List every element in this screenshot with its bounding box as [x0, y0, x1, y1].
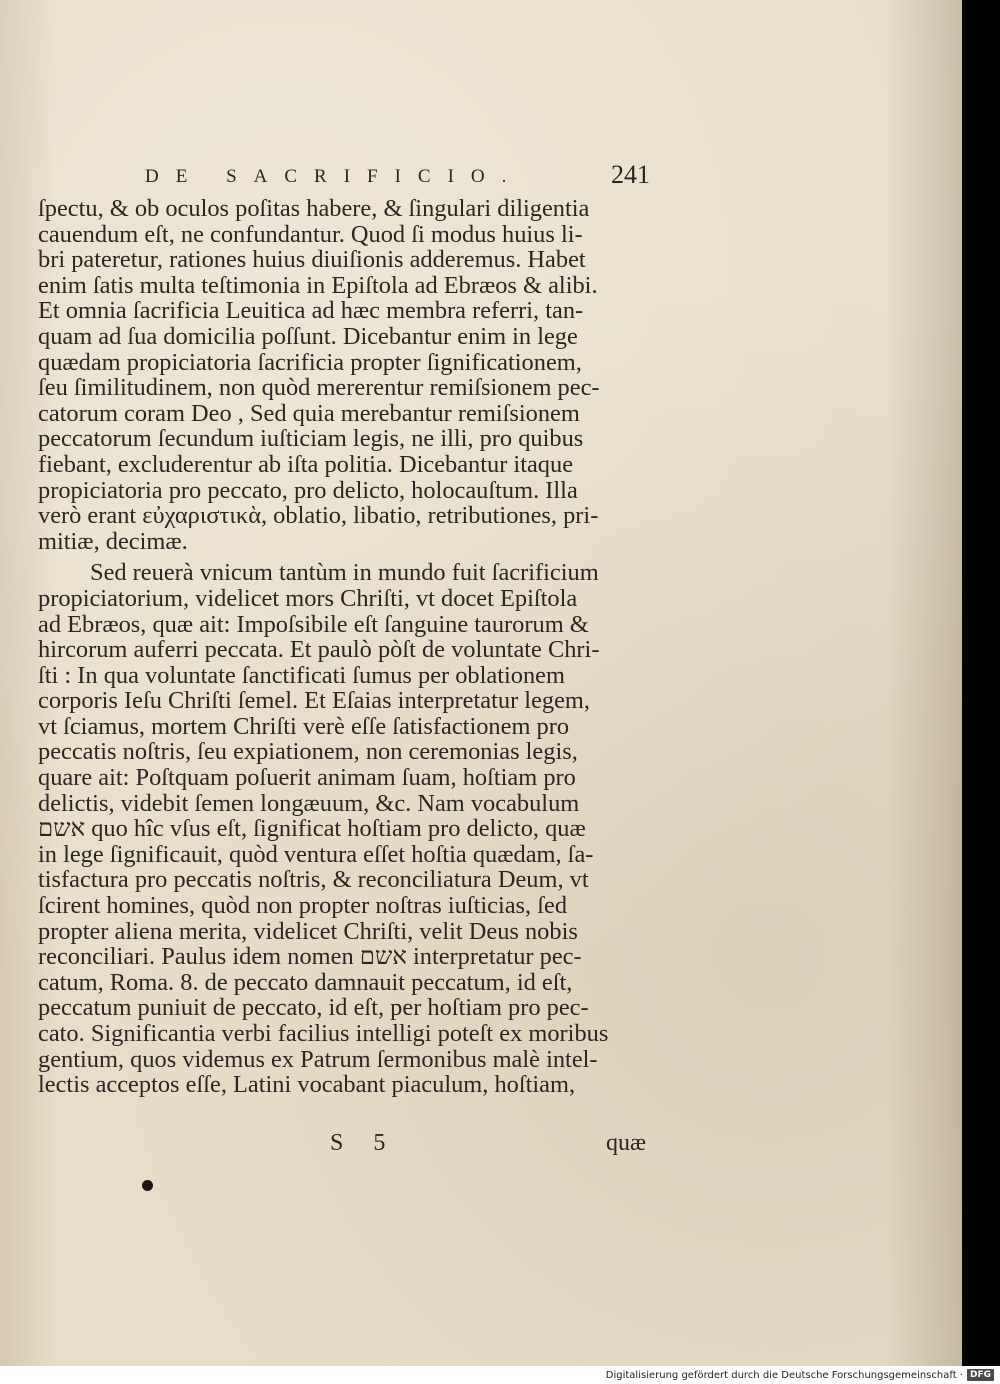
text-line: reconciliari. Paulus idem nomen אשם interpretatur pec- — [38, 943, 582, 971]
text-line: corporis Ieſu Chriſti ſemel. Et Eſaias interpretatur legem, — [38, 687, 590, 715]
text-line: quædam propiciatoria ſacrificia propter ſignificationem, — [38, 348, 582, 376]
text-line: quam ad ſua domicilia poſſunt. Dicebantur enim in lege — [38, 322, 578, 350]
text-line: catum, Roma. 8. de peccato damnauit peccatum, id eſt, — [38, 968, 573, 996]
text-line: ſpectu, & ob oculos poſitas habere, & ſingulari diligentia — [38, 195, 590, 222]
page-number: 241 — [611, 160, 650, 189]
text-line: enim ſatis multa teſtimonia in Epiſtola ad Ebræos & alibi. — [38, 271, 598, 299]
text-line: in lege ſignificauit, quòd ventura eſſet hoſtia quædam, ſa- — [38, 840, 594, 868]
paragraph-first-line: Sed reuerà vnicum tantùm in mundo fuit ſacrificium — [90, 559, 599, 587]
running-head-title: DE SACRIFICIO. — [145, 166, 524, 187]
text-line: verò erant εὐχαριστικὰ, oblatio, libatio, retributiones, pri- — [38, 502, 599, 530]
running-head — [145, 160, 650, 196]
text-line: peccatorum ſecundum iuſticiam legis, ne illi, pro quibus — [38, 425, 584, 453]
text-line: peccatis noſtris, ſeu expiationem, non ceremonias legis, — [38, 738, 578, 766]
text-line: quare ait: Poſtquam poſuerit animam ſuam, hoſtiam pro — [38, 764, 576, 792]
text-line: cauendum eſt, ne confundantur. Quod ſi modus huius li- — [38, 220, 583, 248]
credit-text: Digitalisierung gefördert durch die Deutsche Forschungsgemeinschaft · — [605, 1369, 963, 1381]
text-line: propiciatoria pro peccato, pro delicto, holocauſtum. Illa — [38, 476, 578, 504]
text-line: hircorum auferri peccata. Et paulò pòſt de voluntate Chri- — [38, 636, 600, 664]
digitization-credit — [606, 1368, 994, 1382]
text-line: propter aliena merita, videlicet Chriſti, velit Deus nobis — [38, 917, 578, 945]
text-line: ad Ebræos, quæ ait: Impoſsibile eſt ſanguine taurorum & — [38, 610, 589, 638]
text-line: delictis, videbit ſemen longæuum, &c. Nam vocabulum — [38, 789, 580, 817]
dfg-logo-icon: DFG — [967, 1369, 994, 1381]
text-line: אשם quo hîc vſus eſt, ſignificat hoſtiam pro delicto, quæ — [38, 815, 586, 843]
text-line: ſeu ſimilitudinem, non quòd mererentur remiſsionem pec- — [38, 374, 600, 402]
text-line: vt ſciamus, mortem Chriſti verè eſſe ſatisfactionem pro — [38, 712, 570, 740]
text-line: ſcirent homines, quòd non propter noſtras iuſticias, ſed — [38, 892, 568, 920]
signature-mark: S 5 — [330, 1130, 398, 1156]
text-line: gentium, quos videmus ex Patrum ſermonibus malè intel- — [38, 1045, 598, 1073]
text-line: tisfactura pro peccatis noſtris, & reconciliatura Deum, vt — [38, 866, 589, 894]
text-line: Et omnia ſacrificia Leuitica ad hæc membra referri, tan- — [38, 297, 584, 325]
text-line: fiebant, excluderentur ab iſta politia. Dicebantur itaque — [38, 450, 574, 478]
text-line: bri pateretur, rationes huius diuiſionis adderemus. Habet — [38, 246, 586, 274]
text-line: propiciatorium, videlicet mors Chriſti, vt docet Epiſtola — [38, 584, 578, 612]
text-line: catorum coram Deo , Sed quia merebantur remiſsionem — [38, 399, 580, 427]
ink-spot — [142, 1180, 153, 1191]
page-foot — [0, 1130, 646, 1160]
text-line: mitiæ, decimæ. — [38, 527, 188, 555]
text-line: cato. Significantia verbi facilius intelligi poteſt ex moribus — [38, 1020, 609, 1047]
catchword: quæ — [605, 1130, 646, 1156]
text-line: peccatum puniuit de peccato, id eſt, per hoſtiam pro pec- — [38, 994, 589, 1022]
text-block — [38, 196, 646, 1098]
text-line: lectis acceptos eſſe, Latini vocabant piaculum, hoſtiam, — [38, 1071, 576, 1099]
text-line: ſti : In qua voluntate ſanctificati ſumus per oblationem — [38, 661, 565, 689]
